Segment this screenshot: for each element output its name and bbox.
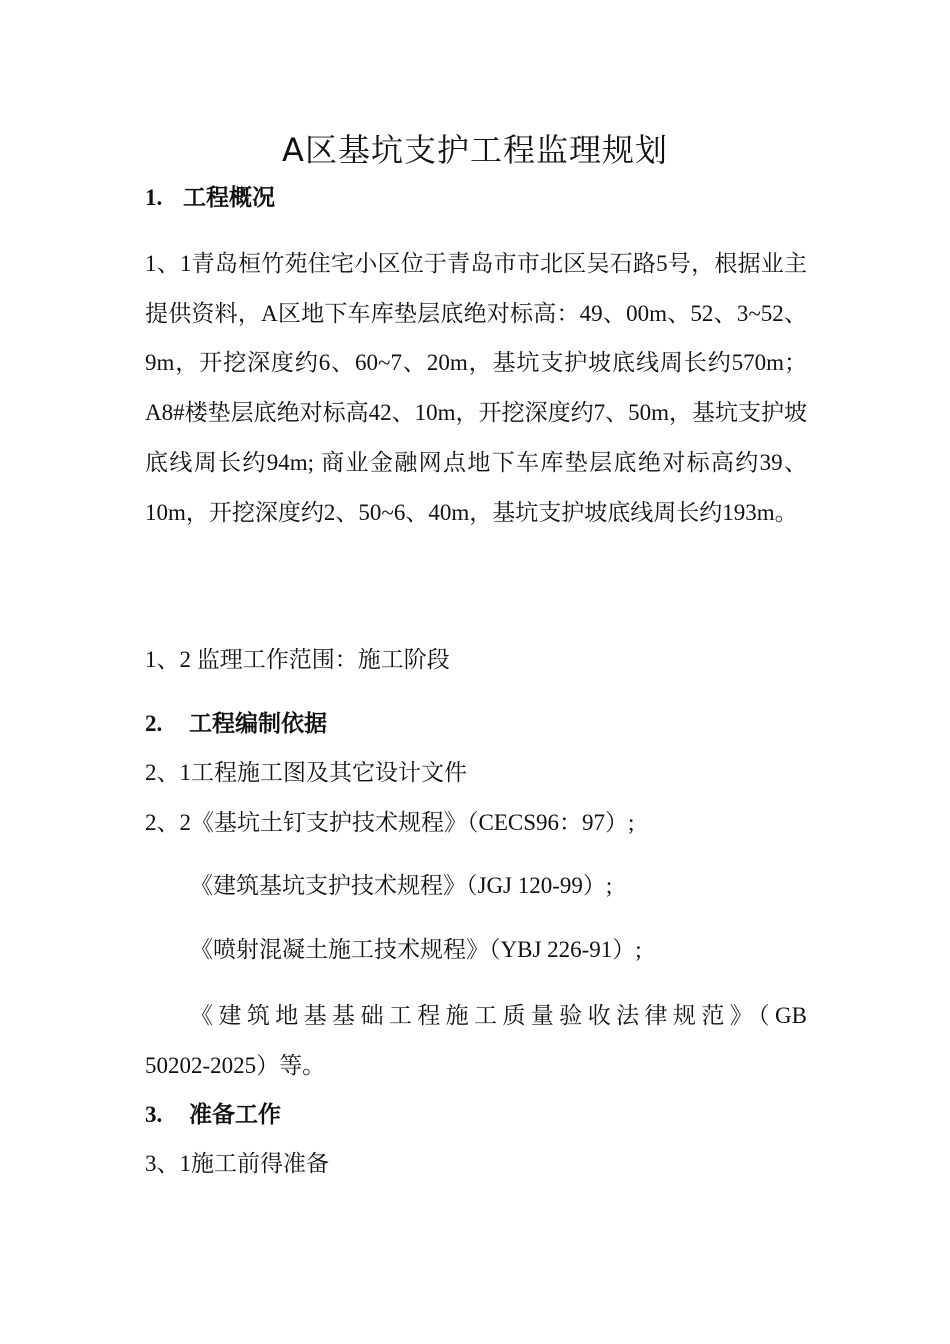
section-number: 3. <box>145 1102 163 1127</box>
section-2-heading <box>145 708 327 740</box>
document-title: A区基坑支护工程监理规划 <box>282 131 668 169</box>
reference-gb-line-2: 50202-2025）等。 <box>145 1053 326 1078</box>
section-1-heading <box>145 182 275 214</box>
item-3-1: 3、1施工前得准备 <box>145 1151 329 1176</box>
section-heading-text: 工程概况 <box>183 185 275 210</box>
section-heading-text: 准备工作 <box>189 1102 281 1127</box>
reference-gb <box>145 991 807 1091</box>
section-3-heading <box>145 1099 281 1131</box>
section-number: 1. <box>145 185 163 210</box>
item-2-1: 2、1工程施工图及其它设计文件 <box>145 760 467 785</box>
section-number: 2. <box>145 711 163 736</box>
section-heading-text: 工程编制依据 <box>189 711 327 736</box>
reference-jgj: 《建筑基坑支护技术规程》（JGJ 120-99）; <box>190 873 613 898</box>
reference-gb-line-1: 《建筑地基基础工程施工质量验收法律规范》（GB <box>190 1003 807 1028</box>
paragraph-1-2: 1、2 监理工作范围：施工阶段 <box>145 647 450 672</box>
item-2-2: 2、2《基坑土钉支护技术规程》（CECS96：97）; <box>145 810 635 835</box>
reference-ybj: 《喷射混凝土施工技术规程》（YBJ 226-91）; <box>190 937 642 962</box>
paragraph-1-1: 1、1青岛桓竹苑住宅小区位于青岛市市北区吴石路5号，根据业主提供资料，A区地下车库垫层底绝对标高：49、00m、52、3~52、9m，开挖深度约6、60~7、20m，基坑支护坡底线周长约570m； A8#楼垫层底绝对标高42、10m，开挖深度约7、50m，基坑支护坡底线周长约94m; 商业金融网点地下车库垫层底绝对标高约39、10m，开挖深度约2、50~6、40m，基坑支护坡底线周长约193m。 <box>145 251 807 525</box>
